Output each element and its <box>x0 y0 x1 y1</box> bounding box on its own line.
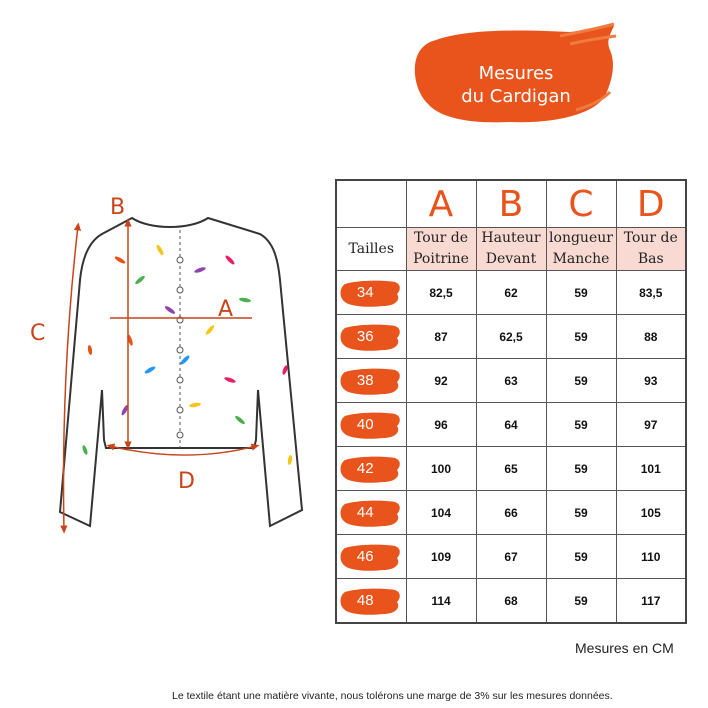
measure-b-cell: 63 <box>476 359 546 403</box>
measure-b-cell: 66 <box>476 491 546 535</box>
size-label: 40 <box>356 415 374 433</box>
measure-c-cell: 59 <box>546 447 616 491</box>
table-row <box>336 271 686 315</box>
measure-c-cell: 59 <box>546 359 616 403</box>
measure-a-cell: 82,5 <box>406 271 476 315</box>
letter-c: C <box>546 180 616 228</box>
measure-d-cell: 88 <box>616 315 686 359</box>
size-label: 38 <box>356 371 374 389</box>
measure-c-cell: 59 <box>546 491 616 535</box>
letter-header-row <box>336 180 686 228</box>
table-row <box>336 447 686 491</box>
sizes-header: Tailles <box>336 228 406 271</box>
table-row <box>336 315 686 359</box>
size-badge <box>339 278 403 308</box>
letter-d: D <box>616 180 686 228</box>
measure-c-cell: 59 <box>546 403 616 447</box>
size-label: 34 <box>356 283 374 301</box>
size-label: 44 <box>356 503 374 521</box>
title-line-2: du Cardigan <box>461 86 571 107</box>
size-badge <box>339 542 403 572</box>
measure-a-label: A <box>218 297 234 322</box>
size-rows <box>336 271 686 624</box>
label-header-row <box>336 228 686 271</box>
cardigan-illustration <box>30 190 330 540</box>
size-label: 46 <box>356 547 374 565</box>
size-label: 48 <box>356 591 374 609</box>
col-label-c: longueur Manche <box>546 228 616 271</box>
table-row <box>336 579 686 624</box>
measure-c-cell: 59 <box>546 315 616 359</box>
measure-a-cell: 104 <box>406 491 476 535</box>
measure-a-cell: 87 <box>406 315 476 359</box>
size-label: 42 <box>356 459 374 477</box>
measure-c-label: C <box>30 321 46 346</box>
measure-c-cell: 59 <box>546 535 616 579</box>
measure-d-cell: 110 <box>616 535 686 579</box>
measure-d-cell: 93 <box>616 359 686 403</box>
measure-a-cell: 96 <box>406 403 476 447</box>
size-cell <box>336 271 406 315</box>
measure-a-cell: 109 <box>406 535 476 579</box>
col-label-d: Tour de Bas <box>616 228 686 271</box>
size-cell <box>336 359 406 403</box>
size-table <box>335 179 687 624</box>
size-cell <box>336 491 406 535</box>
size-badge <box>339 586 403 616</box>
tolerance-note: Le textile étant une matière vivante, nous tolérons une marge de 3% sur les mesures données. <box>172 690 613 702</box>
table-row <box>336 535 686 579</box>
size-cell <box>336 403 406 447</box>
measure-c-cell: 59 <box>546 271 616 315</box>
measure-b-cell: 62,5 <box>476 315 546 359</box>
size-cell <box>336 535 406 579</box>
size-badge <box>339 410 403 440</box>
size-badge <box>339 366 403 396</box>
unit-note: Mesures en CM <box>575 640 674 656</box>
size-badge <box>339 322 403 352</box>
measure-b-cell: 64 <box>476 403 546 447</box>
size-cell <box>336 579 406 624</box>
letter-a: A <box>406 180 476 228</box>
measure-a-cell: 92 <box>406 359 476 403</box>
page-title <box>432 62 600 108</box>
empty-corner-cell <box>336 180 406 228</box>
measure-b-cell: 62 <box>476 271 546 315</box>
size-cell <box>336 447 406 491</box>
table-row <box>336 359 686 403</box>
col-label-a: Tour de Poitrine <box>406 228 476 271</box>
size-cell <box>336 315 406 359</box>
measure-b-cell: 65 <box>476 447 546 491</box>
measure-b-cell: 68 <box>476 579 546 624</box>
col-label-b: Hauteur Devant <box>476 228 546 271</box>
measure-b-cell: 67 <box>476 535 546 579</box>
measure-d-cell: 83,5 <box>616 271 686 315</box>
table-row <box>336 491 686 535</box>
size-badge <box>339 498 403 528</box>
measure-b-label: B <box>110 195 126 220</box>
table-row <box>336 403 686 447</box>
measure-d-cell: 97 <box>616 403 686 447</box>
measure-a-cell: 114 <box>406 579 476 624</box>
measure-d-cell: 105 <box>616 491 686 535</box>
measure-c-cell: 59 <box>546 579 616 624</box>
size-badge <box>339 454 403 484</box>
letter-b: B <box>476 180 546 228</box>
measure-a-cell: 100 <box>406 447 476 491</box>
measure-d-cell: 117 <box>616 579 686 624</box>
measure-d-label: D <box>178 469 195 494</box>
title-line-1: Mesures <box>478 63 554 84</box>
size-label: 36 <box>356 327 374 345</box>
measure-d-cell: 101 <box>616 447 686 491</box>
